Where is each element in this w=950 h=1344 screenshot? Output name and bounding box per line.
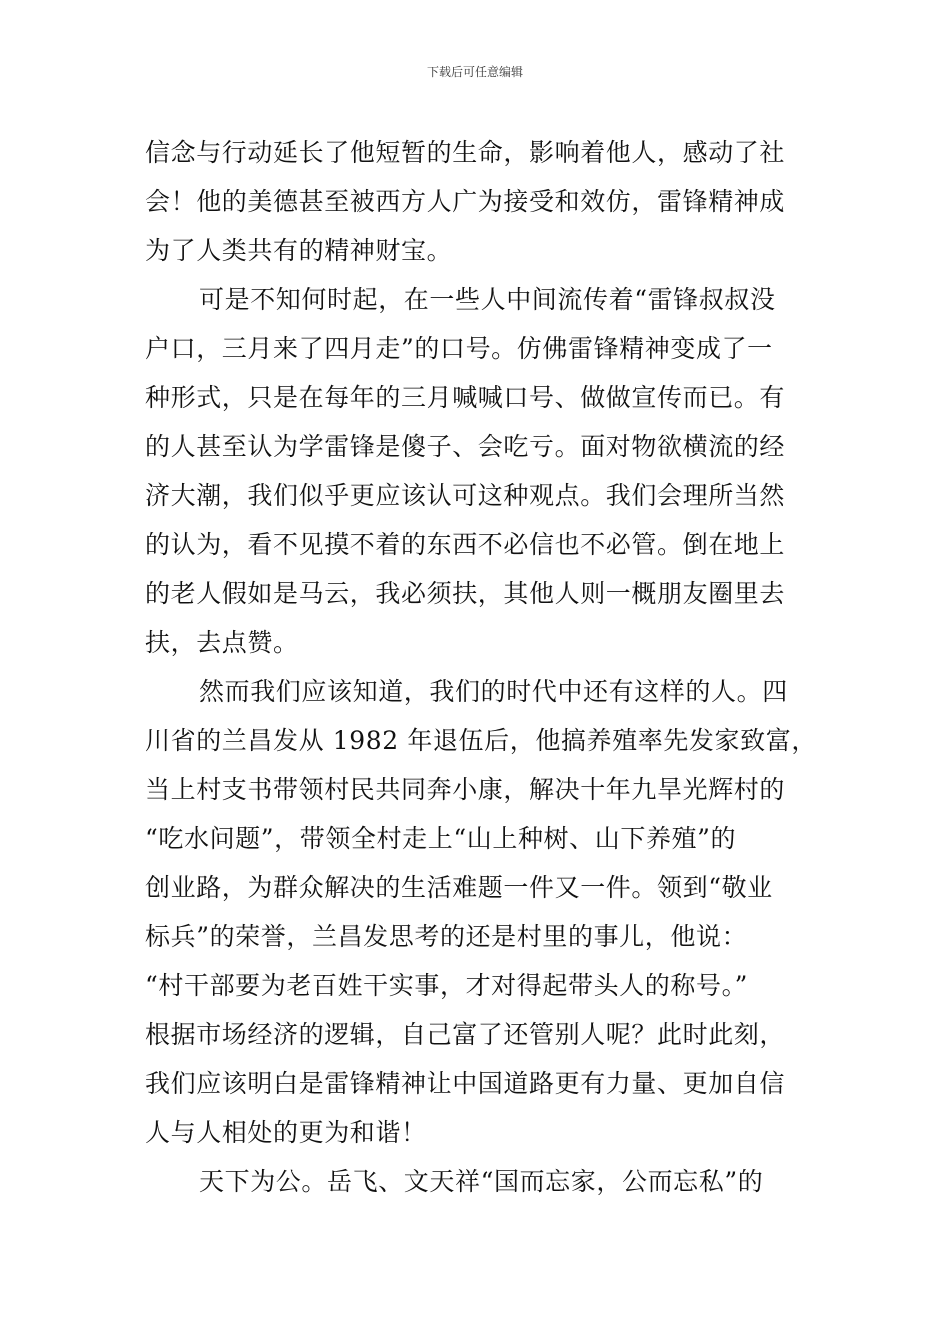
document-body [145,128,817,1206]
text-line: 的老人假如是马云，我必须扶，其他人则一概朋友圈里去 [145,579,786,608]
text-line: 种形式，只是在每年的三月喊喊口号、做做宣传而已。有 [145,383,786,412]
text-line: 标兵”的荣誉，兰昌发思考的还是村里的事儿，他说： [145,922,748,951]
paragraph [145,1157,807,1206]
paragraph [145,275,807,667]
text-line: 人与人相处的更为和谐！ [145,1118,427,1147]
paragraph [145,128,807,275]
text-line: 根据市场经济的逻辑，自己富了还管别人呢？此时此刻， [145,1020,786,1049]
text-line: 济大潮，我们似乎更应该认可这种观点。我们会理所当然 [145,481,786,510]
paragraph [145,667,817,1157]
text-line: 的人甚至认为学雷锋是傻子、会吃亏。面对物欲横流的经 [145,432,786,461]
text-line: 扶，去点赞。 [145,628,299,657]
text-line: 然而我们应该知道，我们的时代中还有这样的人。四 [199,677,788,706]
text-line: 信念与行动延长了他短暂的生命，影响着他人，感动了社 [145,138,786,167]
text-line: “村干部要为老百姓干实事，才对得起带头人的称号。” [145,971,749,1000]
text-line: 户口，三月来了四月走”的口号。仿佛雷锋精神变成了一 [145,334,773,363]
text-line: 的认为，看不见摸不着的东西不必信也不必管。倒在地上 [145,530,786,559]
text-line: “吃水问题”，带领全村走上“山上种树、山下养殖”的 [145,824,737,853]
text-line: 我们应该明白是雷锋精神让中国道路更有力量、更加自信 [145,1069,786,1098]
text-line: 天下为公。岳飞、文天祥“国而忘家，公而忘私”的 [199,1167,764,1196]
page-header: 下载后可任意编辑 [426,65,523,79]
text-line: 会！他的美德甚至被西方人广为接受和效仿，雷锋精神成 [145,187,786,216]
text-line: 可是不知何时起，在一些人中间流传着“雷锋叔叔没 [199,285,776,314]
text-line: 为了人类共有的精神财宝。 [145,236,453,265]
text-line: 创业路，为群众解决的生活难题一件又一件。领到“敬业 [145,873,773,902]
text-line: 川省的兰昌发从 1982 年退伍后，他搞养殖率先发家致富， [145,726,817,755]
text-line: 当上村支书带领村民共同奔小康，解决十年九旱光辉村的 [145,775,786,804]
